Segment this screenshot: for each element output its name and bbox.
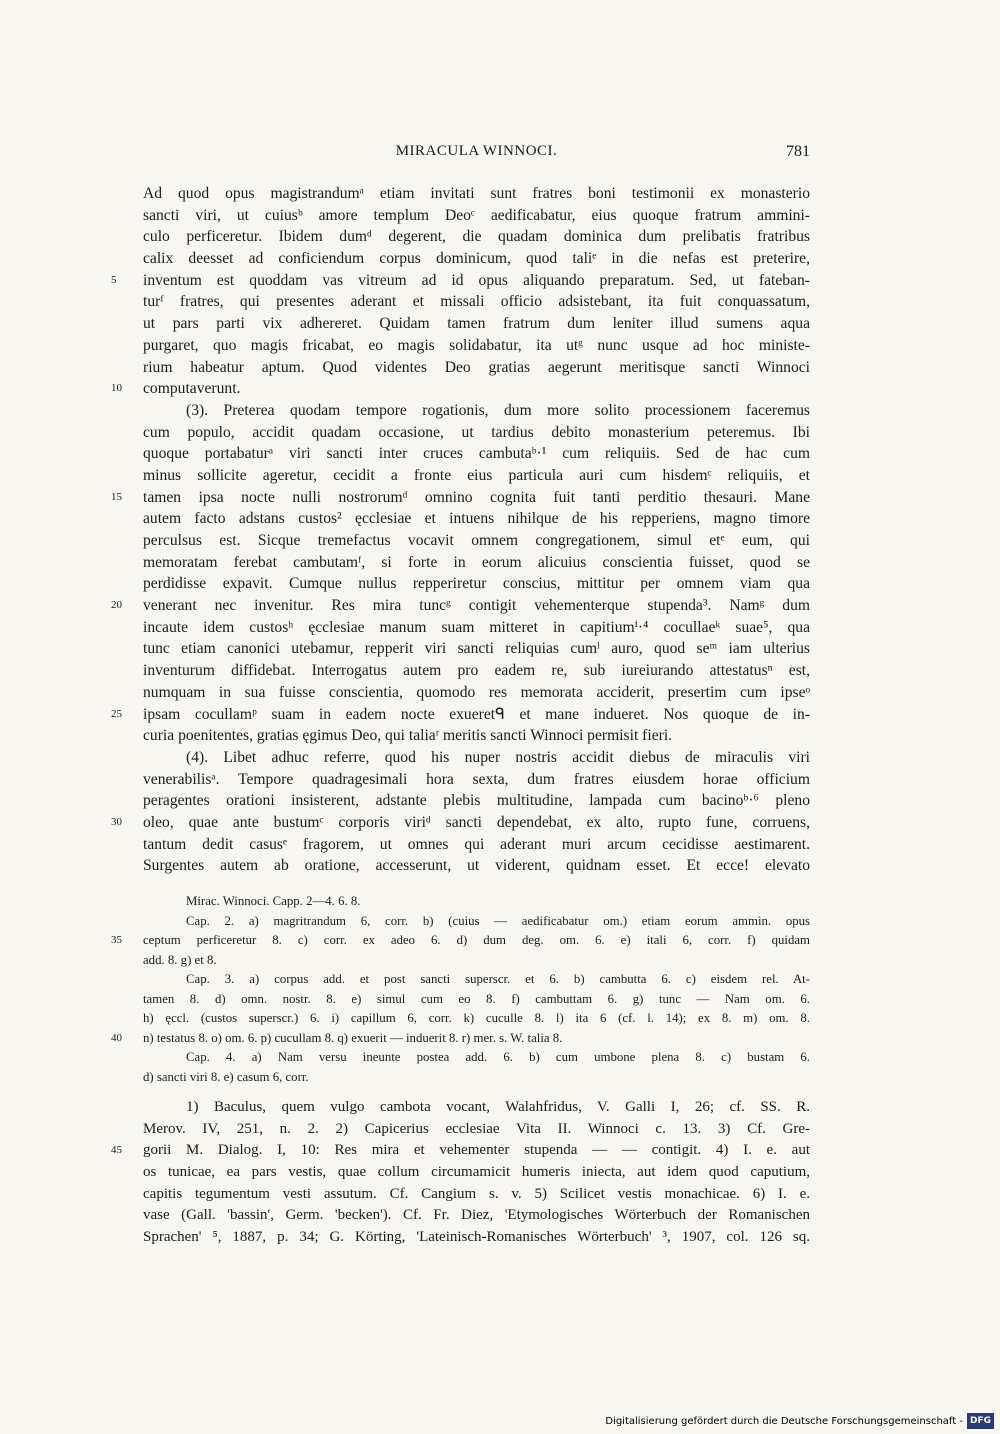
apparatus-line [143,1048,810,1068]
line-number: 20 [111,599,122,612]
text-line [143,291,810,313]
apparatus-line [111,1029,810,1049]
apparatus-line [143,1009,810,1029]
apparatus-line [143,1068,810,1088]
line-text: vase (Gall. 'bassin', Germ. 'becken'). Cf. Fr. Diez, 'Etymologisches Wörterbuch der Romanischen [143,1207,810,1224]
text-line [143,313,810,335]
line-text: tunc etiam canonici utebamur, repperit viri sancti reliquias cumˡ auro, quod seᵐ iam ulterius [143,640,810,658]
line-text: cum populo, accidit quadam occasione, ut tardius debito monasterium peteremus. Ibi [143,423,810,441]
text-line [143,769,810,791]
line-text: Sprachen' ⁵, 1887, p. 34; G. Körting, 'Lateinisch-Romanisches Wörterbuch' ³, 1907, col. 126 sq. [143,1229,810,1246]
footnote-line [143,1119,810,1141]
line-text: tantum dedit casusᵉ fragorem, ut omnes qui aderant muri arcum cecidisse aestimarent. [143,835,810,853]
line-text: ut pars parti vix adhereret. Quidam tamen fratrum dum leniter illud sumens aqua [143,315,810,333]
text-line [143,465,810,487]
apparatus-line [143,990,810,1010]
line-text: venerabilisᵃ. Tempore quadragesimali hora sexta, dum fratres eiusdem horae officium [143,770,810,788]
line-text: minus sollicite ageretur, cecidit a fronte eius particula auri cum hisdemᶜ reliquiis, et [143,466,810,484]
line-number: 25 [111,707,122,720]
text-line [143,335,810,357]
text-line [143,422,810,444]
line-text: (4). Libet adhuc referre, quod his nuper nostris accidit diebus de miraculis viri [186,748,810,766]
line-text: numquam in sua fuisse conscientia, quomodo res memorata acciderit, presertim cum ipseᵒ [143,683,810,701]
line-text: memoratam ferebat cambutamᶠ, si forte in eorum alicuius conscientia fuisset, quod se [143,553,810,571]
text-line [143,530,810,552]
line-text: ipsam cocullamᵖ suam in eadem nocte exueretᑫ et mane indueret. Nos quoque de in- [143,705,810,723]
footnotes [111,1097,810,1249]
line-text: rium habeatur aptum. Quod videntes Deo gratias aegerunt meritisque sancti Winnoci [143,358,810,376]
footnote-line [143,1162,810,1184]
text-line [143,443,810,465]
line-text: tamen ipsa nocte nulli nostrorumᵈ omnino cognita fuit tanti perditio thesauri. Mane [143,488,810,506]
line-text: ceptum perficeretur 8. c) corr. ex adeo 6. d) dum deg. om. 6. e) itali 6, corr. f) quidam [143,933,810,947]
line-text: os tunicae, ea pars vestis, quae collum circumamicit humeris iniecta, aut idem quod caputium, [143,1164,810,1181]
footnote-line [143,1205,810,1227]
line-text: Merov. IV, 251, n. 2. 2) Capicerius ecclesiae Vita II. Winnoci c. 13. 3) Cf. Gre- [143,1120,810,1137]
line-text: Cap. 2. a) magritrandum 6, corr. b) (cuius — aedificabatur om.) etiam eorum ammin. opus [186,913,810,928]
text-line [143,508,810,530]
text-line [143,855,810,877]
main-text [111,183,810,877]
text-line [143,617,810,639]
line-number: 15 [111,490,122,503]
footnote-line [143,1227,810,1249]
line-text: venerant nec invenitur. Res mira tuncᵍ contigit vehementerque stupenda³. Namᵍ dum [143,597,810,615]
text-line [143,660,810,682]
line-text: perdidisse expavit. Cumque nullus repperiretur conscius, mittitur per omnem viam qua [143,575,810,593]
line-text: purgaret, quo magis fricabat, eo magis solidabatur, ita utᵍ nunc usque ad hoc ministe- [143,336,810,354]
text-line [143,357,810,379]
line-number: 35 [111,934,122,946]
text-line [143,638,810,660]
line-text: Mirac. Winnoci. Capp. 2—4. 6. 8. [186,894,361,908]
line-text: quoque portabaturᵃ viri sancti inter cruces cambutaᵇ·¹ cum reliquiis. Sed de hac cum [143,445,810,463]
apparatus-line [143,892,810,912]
text-line [143,573,810,595]
dfg-credit-text: Digitalisierung gefördert durch die Deutsche Forschungsgemeinschaft - [605,1415,963,1427]
text-line [111,378,810,400]
line-text: inventum est quoddam vas vitreum ad id opus aliquando preparatum. Sed, ut fateban- [143,271,810,289]
apparatus-line [143,912,810,932]
line-text: d) sancti viri 8. e) casum 6, corr. [143,1069,309,1084]
line-text: Surgentes autem ab oratione, accesserunt, ut viderent, quidnam esset. Et ecce! elevato [143,857,810,875]
line-text: curia poenitentes, gratias ęgimus Deo, qui taliaʳ meritis sancti Winnoci permisit fieri. [143,727,673,745]
text-line [143,226,810,248]
text-line [111,270,810,292]
line-text: oleo, quae ante bustumᶜ corporis viriᵈ sancti dependebat, ex alto, rupto fune, corruens, [143,813,810,831]
line-text: calix deesset ad conficiendum corpus dominicum, quod taliᵉ in die nefas est preterire, [143,250,810,268]
line-text: autem facto adstans custos² ęcclesiae et intuens nihilque de his repperiens, magno timore [143,510,810,528]
footnote-line [143,1184,810,1206]
line-text: turᶠ fratres, qui presentes aderant et missali officio adsistebant, ita fuit conquassatum, [143,293,810,311]
line-text: culo perficeretur. Ibidem dumᵈ degerent, die quadam dominica dum prelibatis fratribus [143,228,810,246]
footnote-line [143,1097,810,1119]
text-line [143,205,810,227]
text-line [143,747,810,769]
apparatus-line [143,970,810,990]
page-number: 781 [786,143,810,160]
line-text: (3). Preterea quodam tempore rogationis, dum more solito processionem faceremus [186,401,810,419]
line-text: incaute idem custosʰ ęcclesiae manum suam mitteret in capitiumⁱ·⁴ cocullaeᵏ suae⁵, qua [143,618,810,636]
line-number: 5 [111,273,117,286]
text-line [143,834,810,856]
line-text: gorii M. Dialog. I, 10: Res mira et vehementer stupenda — — contigit. 4) I. e. aut [143,1142,810,1159]
text-line [143,248,810,270]
line-text: perculsus est. Sicque tremefactus vocavit omnem congregationem, simul etᵉ eum, qui [143,532,810,549]
footnote-line [111,1140,810,1162]
text-line [143,790,810,812]
apparatus-line [111,931,810,951]
line-number: 40 [111,1031,122,1044]
line-number: 10 [111,382,122,395]
text-line [111,812,810,834]
line-text: tamen 8. d) omn. nostr. 8. e) simul cum eo 8. f) cambuttam 6. g) tunc — Nam om. 6. [143,991,810,1006]
critical-apparatus [111,892,810,1087]
text-line [143,682,810,704]
text-line [111,487,810,509]
line-text: h) ęccl. (custos superscr.) 6. i) capillum 6, corr. k) cuculle 8. l) ita 6 (cf. l. 14); ex 8. m) om. 8. [143,1011,810,1025]
text-line [111,704,810,726]
line-text: Cap. 4. a) Nam versu ineunte postea add. 6. b) cum umbone plena 8. c) bustam 6. [186,1050,810,1064]
apparatus-line [143,951,810,971]
line-text: Cap. 3. a) corpus add. et post sancti superscr. et 6. b) cambutta 6. c) eisdem rel. At- [186,972,810,986]
dfg-logo: DFG [967,1413,994,1429]
text-line [143,400,810,422]
text-line [111,595,810,617]
line-number: 45 [111,1144,122,1157]
line-text: sancti viri, ut cuiusᵇ amore templum Deoᶜ aedificabatur, eius quoque fratrum ammini- [143,206,810,224]
line-text: add. 8. g) et 8. [143,952,217,967]
line-text: Ad quod opus magistrandumᵃ etiam invitati sunt fratres boni testimonii ex monasterio [143,185,810,202]
line-text: capitis tegumentum vesti assutum. Cf. Cangium s. v. 5) Scilicet vestis monachicae. 6) I. e. [143,1185,810,1202]
line-text: peragentes orationi insisterent, adstante plebis multitudine, lampada cum bacinoᵇ·⁶ pleno [143,792,810,810]
text-line [143,725,810,747]
dfg-credit [605,1412,994,1430]
line-text: computaverunt. [143,380,241,398]
line-text: inventurum diffidebat. Interrogatus autem pro eadem re, sub iureiurando attestatusⁿ est, [143,662,810,680]
line-number: 30 [111,815,122,828]
line-text: 1) Baculus, quem vulgo cambota vocant, Walahfridus, V. Galli I, 26; cf. SS. R. [186,1099,810,1115]
running-title: MIRACULA WINNOCI. [395,143,558,159]
page-header [143,143,810,167]
text-line [143,552,810,574]
line-text: n) testatus 8. o) om. 6. p) cucullam 8. q) exuerit — induerit 8. r) mer. s. W. talia 8. [143,1030,563,1045]
text-line [143,183,810,205]
